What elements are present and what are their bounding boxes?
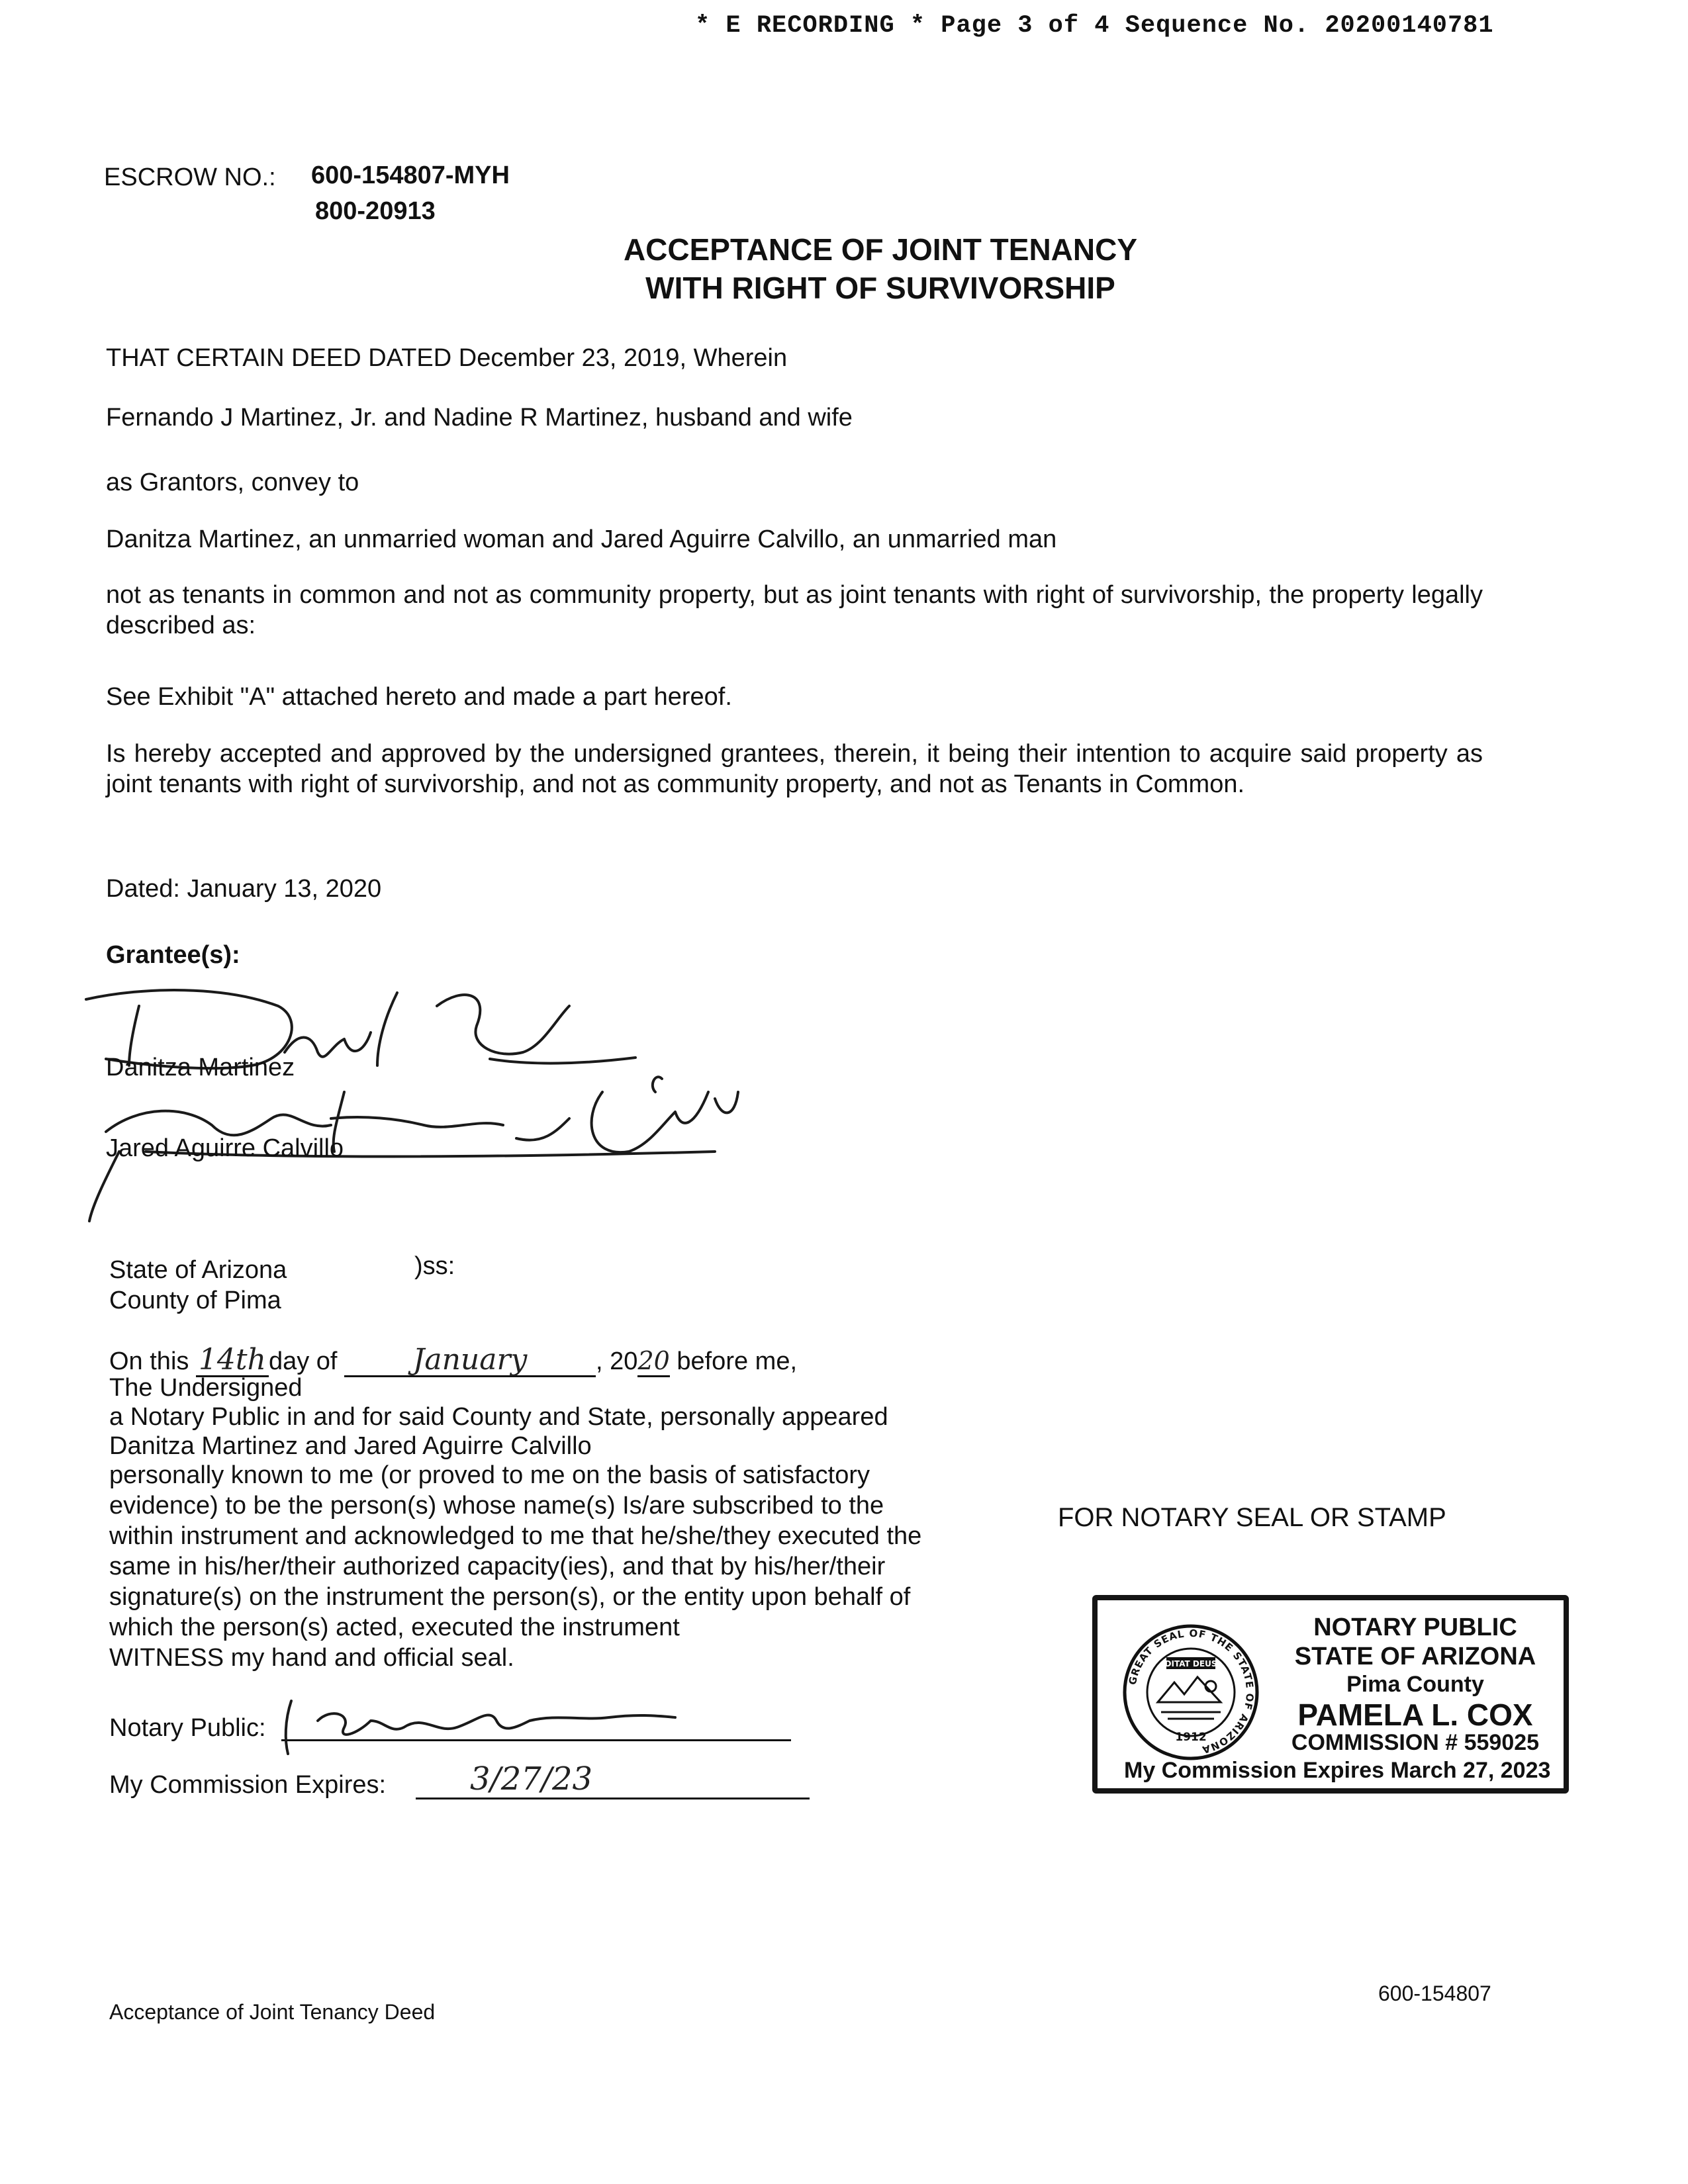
- dated-line: Dated: January 13, 2020: [106, 875, 382, 903]
- seal-year: 1912: [1175, 1731, 1207, 1744]
- acknowledgment-line: signature(s) on the instrument the person(s), or the entity upon behalf of: [109, 1583, 911, 1611]
- handwritten-month: January: [344, 1345, 596, 1377]
- commission-expires-label: My Commission Expires:: [109, 1771, 387, 1799]
- stamp-notary-public: NOTARY PUBLIC: [1313, 1614, 1517, 1641]
- stamp-state: STATE OF ARIZONA: [1294, 1643, 1536, 1670]
- seal-motto: DITAT DEUS: [1164, 1659, 1217, 1668]
- commission-expires-line: [416, 1797, 810, 1799]
- escrow-number-primary: 600-154807-MYH: [311, 161, 510, 189]
- escrow-number-secondary: 800-20913: [315, 197, 436, 225]
- stamp-notary-name: PAMELA L. COX: [1297, 1698, 1533, 1732]
- year-prefix-text: , 20: [596, 1347, 638, 1375]
- grantee-2-printed-name: Jared Aguirre Calvillo: [106, 1134, 344, 1162]
- grantees-label: Grantee(s):: [106, 941, 240, 969]
- day-of-text: day of: [268, 1347, 338, 1375]
- tenancy-clause: not as tenants in common and not as community property, but as joint tenants with right of survivorship, the property legally described as:: [106, 581, 1483, 639]
- document-title-line2: WITH RIGHT OF SURVIVORSHIP: [645, 271, 1115, 305]
- deed-date-line: THAT CERTAIN DEED DATED December 23, 2019, Wherein: [106, 344, 788, 372]
- notary-public-label: Notary Public:: [109, 1714, 266, 1742]
- arizona-state-seal: [1121, 1623, 1260, 1762]
- grantors-names: Fernando J Martinez, Jr. and Nadine R Martinez, husband and wife: [106, 404, 853, 432]
- recording-header: * E RECORDING * Page 3 of 4 Sequence No. 20200140781: [695, 12, 1494, 40]
- witness-line: WITNESS my hand and official seal.: [109, 1644, 514, 1672]
- acknowledgment-line: which the person(s) acted, executed the instrument: [109, 1614, 680, 1641]
- notary-acknowledgment-block: [109, 1460, 921, 1673]
- notary-paragraph-1: a Notary Public in and for said County and State, personally appeared: [109, 1403, 888, 1431]
- before-me-text: before me,: [669, 1347, 798, 1375]
- stamp-commission-number: COMMISSION # 559025: [1291, 1730, 1540, 1755]
- grantee-1-printed-name: Danitza Martinez: [106, 1054, 295, 1081]
- acknowledgment-line: same in his/her/their authorized capacity(ies), and that by his/her/their: [109, 1553, 886, 1580]
- notary-stamp: [1092, 1595, 1569, 1794]
- on-this-text: On this: [109, 1347, 189, 1375]
- acceptance-paragraph: Is hereby accepted and approved by the undersigned grantees, therein, it being their intention to acquire said property as joint tenants with right of survivorship, and not as community property, and not as Tenants in Common.: [106, 740, 1483, 798]
- grantees-names: Danitza Martinez, an unmarried woman and Jared Aguirre Calvillo, an unmarried man: [106, 525, 1057, 553]
- grantors-convey: as Grantors, convey to: [106, 469, 359, 496]
- escrow-label: ESCROW NO.:: [104, 163, 276, 191]
- seal-ring-text: GREAT SEAL OF THE STATE OF ARIZONA: [1126, 1627, 1256, 1756]
- venue-state: State of Arizona: [109, 1256, 287, 1284]
- notary-signature: [278, 1681, 688, 1760]
- exhibit-reference: See Exhibit "A" attached hereto and made a part hereof.: [106, 683, 732, 711]
- handwritten-year: 20: [637, 1346, 669, 1377]
- venue-ss: )ss:: [414, 1252, 455, 1280]
- undersigned-line: The Undersigned: [109, 1374, 303, 1402]
- document-title-line1: ACCEPTANCE OF JOINT TENANCY: [623, 232, 1138, 267]
- appeared-names: Danitza Martinez and Jared Aguirre Calvillo: [109, 1432, 592, 1460]
- notary-seal-caption: FOR NOTARY SEAL OR STAMP: [1058, 1503, 1446, 1532]
- footer-document-name: Acceptance of Joint Tenancy Deed: [109, 2000, 436, 2024]
- handwritten-commission-expiry: 3/27/23: [470, 1760, 593, 1797]
- stamp-commission-expiry: My Commission Expires March 27, 2023: [1124, 1758, 1551, 1783]
- stamp-county: Pima County: [1346, 1672, 1484, 1697]
- acknowledgment-line: within instrument and acknowledged to me that he/she/they executed the: [109, 1522, 922, 1550]
- footer-escrow-number: 600-154807: [1378, 1981, 1491, 2005]
- acknowledgment-line: personally known to me (or proved to me on the basis of satisfactory: [109, 1461, 870, 1489]
- handwritten-day: 14th: [196, 1345, 269, 1377]
- acknowledgment-line: evidence) to be the person(s) whose name(s) Is/are subscribed to the: [109, 1492, 884, 1520]
- venue-county: County of Pima: [109, 1287, 281, 1314]
